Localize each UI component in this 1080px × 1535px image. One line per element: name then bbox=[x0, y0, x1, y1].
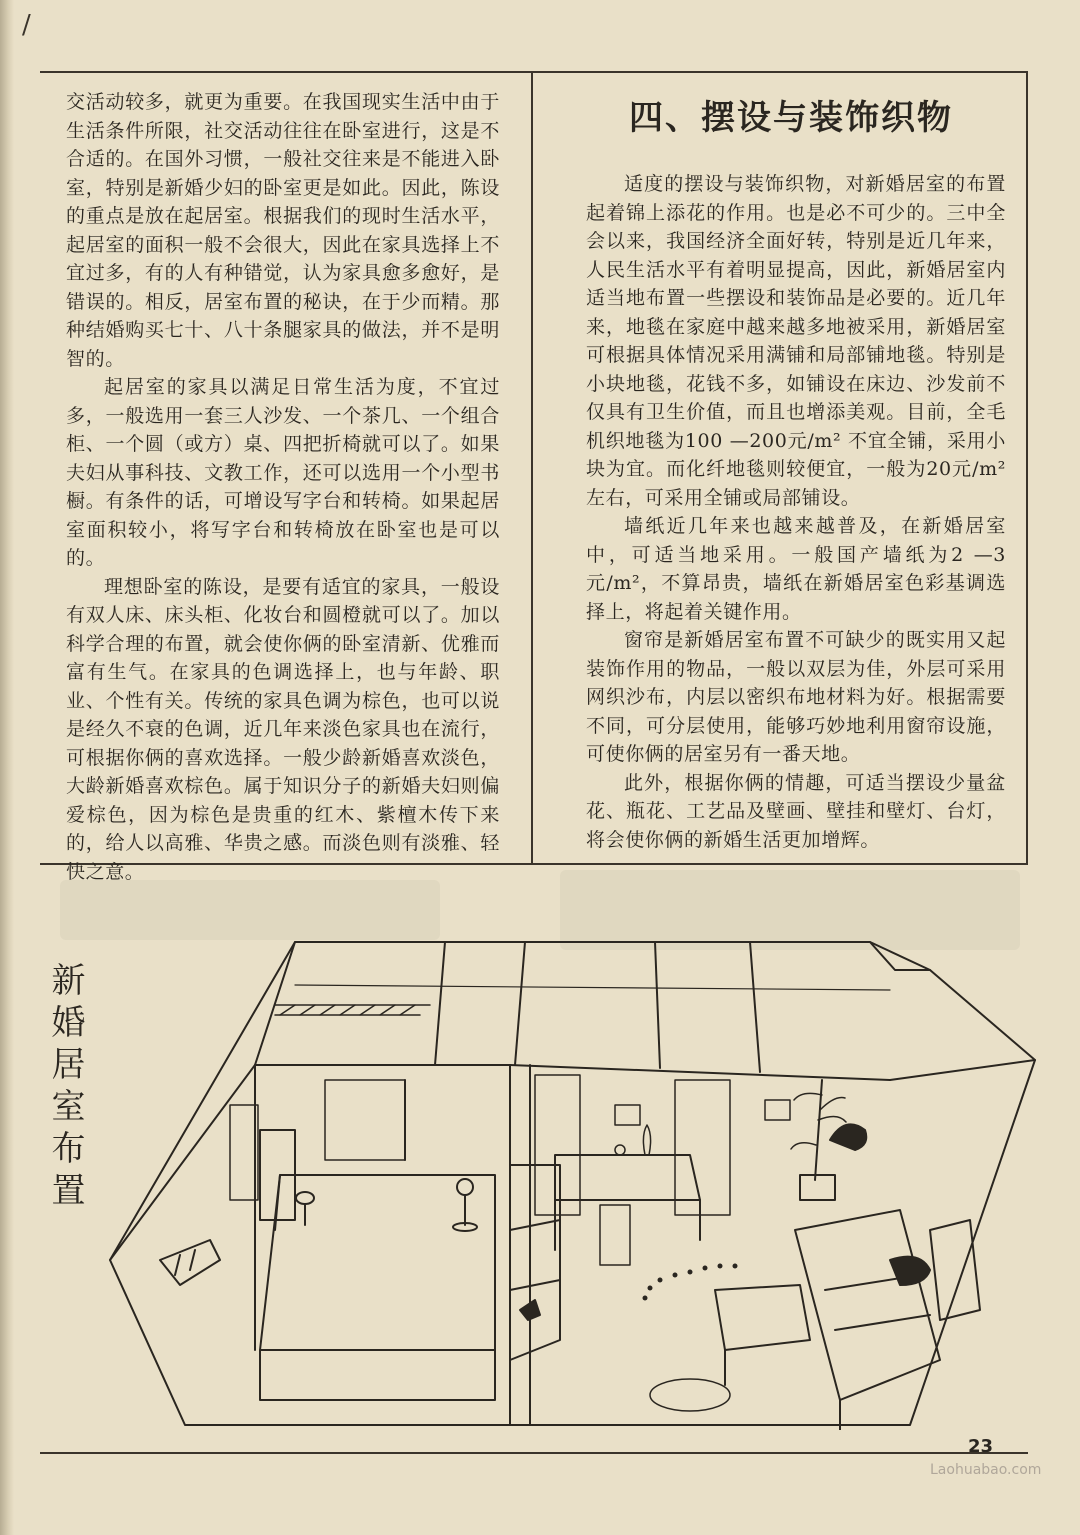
watermark: Laohuabao.com bbox=[930, 1462, 1042, 1478]
paragraph: 墙纸近几年来也越来越普及，在新婚居室中，可适当地采用。一般国产墙纸为2 —3元/m²，不算昂贵，墙纸在新婚居室色彩基调选择上，将起着关键作用。 bbox=[586, 515, 1006, 623]
paragraph: 理想卧室的陈设，是要有适宜的家具，一般设有双人床、床头柜、化妆台和圆橙就可以了。加以科学合理的布置，就会使你俩的卧室清新、优雅而富有生气。在家具的色调选择上，也与年龄、职业、个性有关。传统的家具色调为棕色，也可以说是经久不衰的色调，近几年来淡色家具也在流行，可根据你俩的喜欢选择。一般少龄新婚喜欢淡色，大龄新婚喜欢棕色。属于知识分子的新婚夫妇则偏爱棕色，因为棕色是贵重的红木、紫檀木传下来的，给人以高雅、华贵之感。而淡色则有淡雅、轻快之意。 bbox=[66, 575, 500, 883]
paragraph: 此外，根据你俩的情趣，可适当摆设少量盆花、瓶花、工艺品及壁画、壁挂和壁灯、台灯，将会使你俩的新婚生活更加增辉。 bbox=[586, 771, 1006, 851]
section-heading: 四、摆设与装饰织物 bbox=[629, 98, 953, 138]
paragraph: 交活动较多，就更为重要。在我国现实生活中由于生活条件所限，社交活动往往在卧室进行，这是不合适的。在国外习惯，一般社交往来是不能进入卧室，特别是新婚少妇的卧室更是如此。因此，陈设的重点是放在起居室。根据我们的现时生活水平，起居室的面积一般不会很大，因此在家具选择上不宜过多，有的人有种错觉，认为家具愈多愈好，是错误的。相反，居室布置的秘诀，在于少而精。那种结婚购买七十、八十条腿家具的做法，并不是明智的。 bbox=[66, 91, 500, 370]
top-rule bbox=[40, 71, 1028, 73]
paragraph: 起居室的家具以满足日常生活为度，不宜过多，一般选用一套三人沙发、一个茶几、一个组合柜、一个圆（或方）桌、四把折椅就可以了。如果夫妇从事科技、文教工作，还可以选用一个小型书橱。有条件的话，可增设写字台和转椅。如果起居室面积较小，将写字台和转椅放在卧室也是可以的。 bbox=[66, 376, 500, 569]
page-binding-edge bbox=[0, 0, 14, 1535]
apartment-line-drawing bbox=[100, 930, 1045, 1430]
illustration-caption: 新婚居室布置 bbox=[45, 962, 85, 1214]
column-divider bbox=[531, 73, 533, 863]
paragraph: 适度的摆设与装饰织物，对新婚居室的布置起着锦上添花的作用。也是必不可少的。三中全会以来，我国经济全面好转，特别是近几年来，人民生活水平有着明显提高，因此，新婚居室内适当地布置一些摆设和装饰品是必要的。近几年来，地毯在家庭中越来越多地被采用，新婚居室可根据具体情况采用满铺和局部铺地毯。特别是小块地毯，花钱不多，如铺设在床边、沙发前不仅具有卫生价值，而且也增添美观。目前，全毛机织地毯为100 —200元/m² 不宜全铺，采用小块为宜。而化纤地毯则较便宜，一般为20元/m² 左右，可采用全铺或局部铺设。 bbox=[586, 173, 1006, 509]
page-number: 23 bbox=[968, 1436, 994, 1457]
right-column bbox=[586, 170, 1006, 854]
left-column bbox=[66, 88, 500, 886]
corner-mark: / bbox=[22, 10, 31, 40]
bottom-rule bbox=[40, 1452, 1028, 1454]
paragraph: 窗帘是新婚居室布置不可缺少的既实用又起装饰作用的物品，一般以双层为佳，外层可采用网织沙布，内层以密织布地材料为好。根据需要不同，可分层使用，能够巧妙地利用窗帘设施，可使你俩的居室另有一番天地。 bbox=[586, 629, 1006, 765]
right-frame bbox=[1026, 73, 1028, 863]
